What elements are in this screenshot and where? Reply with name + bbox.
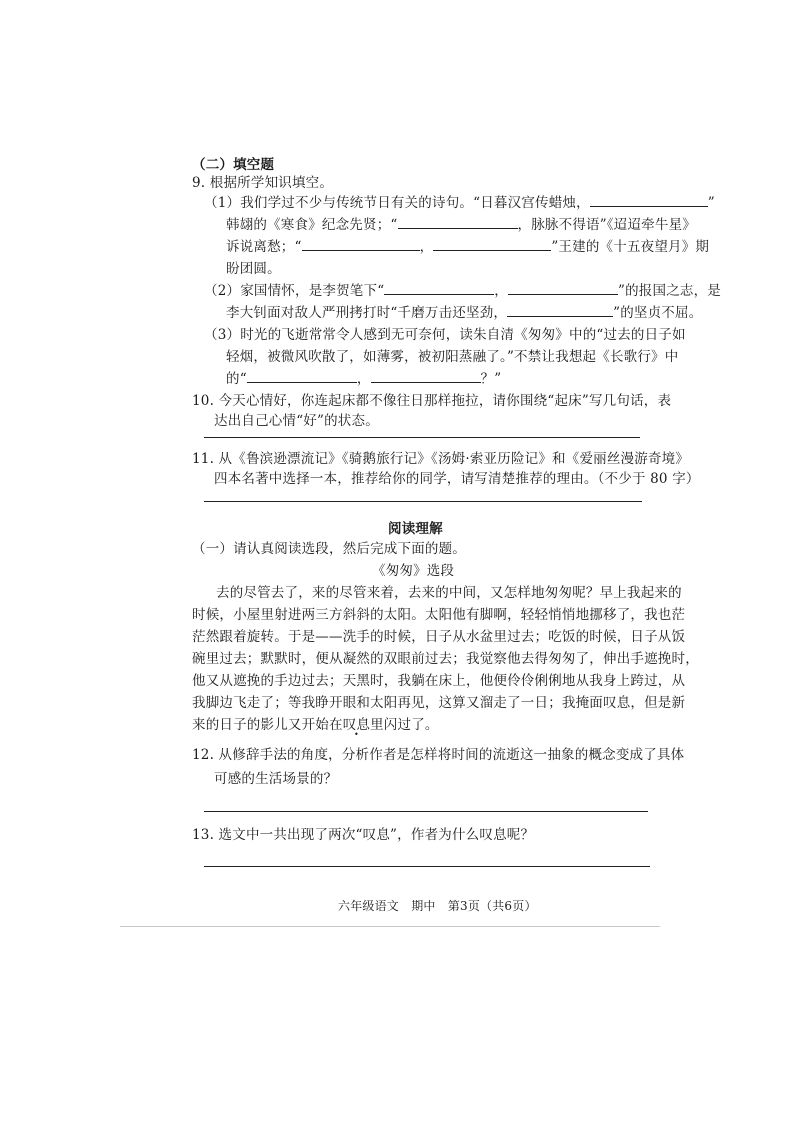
answer-blank[interactable] — [302, 238, 420, 251]
answer-blank[interactable] — [433, 238, 551, 251]
scan-edge-divider — [120, 926, 660, 927]
passage-line-last: 来的日子的影儿又开始在叹息里闪过了。 — [192, 717, 439, 733]
q12-line2: 可感的生活场景的？ — [214, 771, 338, 787]
passage-line: 碗里过去；默默时，便从凝然的双眼前过去；我觉察他去得匆匆了，伸出手遮挽时， — [192, 651, 699, 667]
passage-title: 《匆匆》选段 — [372, 563, 455, 579]
q11-line2: 四本名著中选择一本，推荐给你的同学，请写清楚推荐的理由。（不少于 80 字） — [214, 471, 700, 487]
q10-line1: 10. 今天心情好，你连起床都不像往日那样拖拉，请你围绕“起床”写几句话，表 — [192, 393, 672, 409]
answer-blank[interactable] — [507, 304, 613, 317]
section-fill-title: （二）填空题 — [192, 157, 275, 173]
q9-2-line2: 李大钊面对敌人严刑拷打时“千磨万击还坚劲， ”的坚贞不屈。 — [226, 305, 703, 321]
q9-1-line1: （1）我们学过不少与传统节日有关的诗句。“日暮汉宫传蜡烛， ” — [204, 195, 715, 211]
q11-line1: 11. 从《鲁滨逊漂流记》《骑鹅旅行记》《汤姆·索亚历险记》和《爱丽丝漫游奇境》 — [192, 451, 690, 467]
q10-line2: 达出自己心情“好”的状态。 — [214, 413, 379, 429]
passage-line: 茫然跟着旋转。于是——洗手的时候，日子从水盆里过去；吃饭的时候，日子从饭 — [192, 629, 686, 645]
q9-1-line3: 诉说离愁；“ ， ”王建的《十五夜望月》期 — [226, 239, 710, 255]
answer-blank[interactable] — [247, 370, 357, 383]
q9-heading: 9. 根据所学知识填空。 — [192, 175, 334, 191]
q9-1-line4: 盼团圆。 — [226, 261, 281, 277]
q9-3-line3: 的“ ， ？” — [226, 371, 502, 387]
q13-answer-line[interactable] — [204, 866, 650, 867]
answer-blank[interactable] — [590, 194, 708, 207]
answer-blank[interactable] — [384, 282, 494, 295]
q10-answer-line[interactable] — [204, 437, 640, 438]
answer-blank[interactable] — [508, 282, 618, 295]
answer-blank[interactable] — [371, 370, 481, 383]
q9-2-line1: （2）家国情怀，是李贺笔下“ ， ”的报国之志，是 — [204, 283, 722, 299]
q12-line1: 12. 从修辞手法的角度，分析作者是怎样将时间的流逝这一抽象的概念变成了具体 — [192, 747, 685, 763]
passage-line: 我脚边飞走了；等我睁开眼和太阳再见，这算又溜走了一日；我掩面叹息，但是新 — [192, 695, 686, 711]
reading-title: 阅读理解 — [388, 521, 443, 537]
q12-answer-line[interactable] — [204, 811, 648, 812]
q9-3-line1: （3）时光的飞逝常常令人感到无可奈何，读朱自清《匆匆》中的“过去的日子如 — [204, 327, 686, 343]
emphasized-sigh: 叹息 — [342, 717, 371, 733]
q9-1-line2: 韩翃的《寒食》纪念先贤；“ ，脉脉不得语”《迢迢牵牛星》 — [226, 217, 696, 233]
q11-answer-line[interactable] — [204, 501, 642, 502]
reading-subtitle: （一）请认真阅读选段，然后完成下面的题。 — [192, 541, 466, 557]
answer-blank[interactable] — [398, 216, 518, 229]
q13-text: 13. 选文中一共出现了两次“叹息”，作者为什么叹息呢？ — [192, 827, 535, 843]
passage-line: 他又从遮挽的手边过去；天黑时，我躺在床上，他便伶伶俐俐地从我身上跨过，从 — [192, 673, 686, 689]
page-footer: 六年级语文 期中 第3页（共6页） — [338, 899, 537, 913]
passage-line: 去的尽管去了，来的尽管来着，去来的中间，又怎样地匆匆呢？早上我起来的 — [216, 585, 682, 601]
q9-3-line2: 轻烟，被微风吹散了，如薄雾，被初阳蒸融了。”不禁让我想起《长歌行》中 — [226, 349, 679, 365]
passage-line: 时候，小屋里射进两三方斜斜的太阳。太阳他有脚啊，轻轻悄悄地挪移了，我也茫 — [192, 607, 686, 623]
